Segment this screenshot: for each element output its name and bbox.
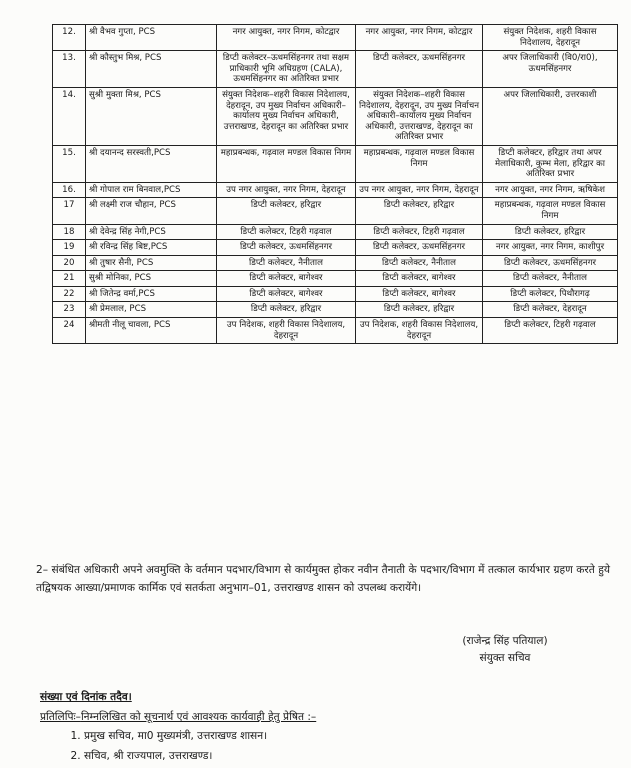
table-row	[53, 182, 618, 198]
table-row	[53, 87, 618, 145]
officer-name-cell: श्री वैभव गुप्ता, PCS	[86, 25, 217, 51]
transfer-table-body	[53, 25, 618, 344]
new-posting-cell: डिप्टी कलेक्टर, पिथौरागढ़	[483, 286, 618, 302]
officer-name-cell: श्री देवेन्द्र सिंह नेगी,PCS	[86, 224, 217, 240]
serial-number-cell: 15.	[53, 145, 86, 182]
officer-name-cell: श्री प्रेमलाल, PCS	[86, 302, 217, 318]
serial-number-cell: 20	[53, 255, 86, 271]
reference-line: संख्या एवं दिनांक तदैव।	[40, 691, 132, 703]
serial-number-cell: 18	[53, 224, 86, 240]
recipient-item: 1. प्रमुख सचिव, मा0 मुख्यमंत्री, उत्तराखण्ड शासन।	[84, 726, 267, 746]
serial-number-cell: 22	[53, 286, 86, 302]
relieved-post-cell: नगर आयुक्त, नगर निगम, कोटद्वार	[356, 25, 483, 51]
transfer-table	[52, 24, 618, 344]
table-row	[53, 224, 618, 240]
table-row	[53, 271, 618, 287]
recipient-list	[62, 726, 267, 766]
recipient-item: 2. सचिव, श्री राज्यपाल, उत्तराखण्ड।	[84, 746, 267, 766]
officer-name-cell: श्री तुषार सैनी, PCS	[86, 255, 217, 271]
table-row	[53, 255, 618, 271]
previous-post-cell: डिप्टी कलेक्टर, हरिद्वार	[217, 198, 356, 224]
relieved-post-cell: उप नगर आयुक्त, नगर निगम, देहरादून	[356, 182, 483, 198]
new-posting-cell: नगर आयुक्त, नगर निगम, काशीपुर	[483, 240, 618, 256]
new-posting-cell: डिप्टी कलेक्टर, ऊधमसिंहनगर	[483, 255, 618, 271]
previous-post-cell: डिप्टी कलेक्टर–ऊधमसिंहनगर तथा सक्षम प्राधिकारी भूमि अधिग्रहण (CALA), ऊधमसिंहनगर का अतिरिक्त प्रभार	[217, 51, 356, 88]
previous-post-cell: डिप्टी कलेक्टर, बागेश्वर	[217, 286, 356, 302]
new-posting-cell: महाप्रबन्धक, गढ़वाल मण्डल विकास निगम	[483, 198, 618, 224]
previous-post-cell: डिप्टी कलेक्टर, ऊधमसिंहनगर	[217, 240, 356, 256]
previous-post-cell: डिप्टी कलेक्टर, बागेश्वर	[217, 271, 356, 287]
officer-name-cell: श्री जितेन्द्र वर्मा,PCS	[86, 286, 217, 302]
serial-number-cell: 23	[53, 302, 86, 318]
copy-label: प्रतिलिपिः–	[40, 711, 81, 723]
officer-name-cell: श्री लक्ष्मी राज चौहान, PCS	[86, 198, 217, 224]
serial-number-cell: 13.	[53, 51, 86, 88]
officer-name-cell: सुश्री मोनिका, PCS	[86, 271, 217, 287]
previous-post-cell: डिप्टी कलेक्टर, नैनीताल	[217, 255, 356, 271]
officer-name-cell: श्री रविन्द्र सिंह बिष्ट,PCS	[86, 240, 217, 256]
previous-post-cell: उप नगर आयुक्त, नगर निगम, देहरादून	[217, 182, 356, 198]
serial-number-cell: 24	[53, 318, 86, 344]
new-posting-cell: डिप्टी कलेक्टर, नैनीताल	[483, 271, 618, 287]
relieved-post-cell: डिप्टी कलेक्टर, ऊधमसिंहनगर	[356, 240, 483, 256]
relieved-post-cell: उप निदेशक, शहरी विकास निदेशालय, देहरादून	[356, 318, 483, 344]
relieved-post-cell: डिप्टी कलेक्टर, ऊधमसिंहनगर	[356, 51, 483, 88]
officer-name-cell: श्रीमती नीलू चावला, PCS	[86, 318, 217, 344]
serial-number-cell: 14.	[53, 87, 86, 145]
table-row	[53, 302, 618, 318]
new-posting-cell: अपर जिलाधिकारी, उत्तरकाशी	[483, 87, 618, 145]
officer-name-cell: श्री गोपाल राम बिनवाल,PCS	[86, 182, 217, 198]
new-posting-cell: डिप्टी कलेक्टर, हरिद्वार तथा अपर मेलाधिकारी, कुम्भ मेला, हरिद्वार का अतिरिक्त प्रभार	[483, 145, 618, 182]
relieved-post-cell: डिप्टी कलेक्टर, हरिद्वार	[356, 302, 483, 318]
previous-post-cell: उप निदेशक, शहरी विकास निदेशालय, देहरादून	[217, 318, 356, 344]
officer-name-cell: सुश्री मुक्ता मिश्र, PCS	[86, 87, 217, 145]
copy-text: निम्नलिखित को सूचनार्थ एवं आवश्यक कार्यवाही हेतु प्रेषित :–	[80, 711, 317, 723]
new-posting-cell: डिप्टी कलेक्टर, देहरादून	[483, 302, 618, 318]
signature-block	[420, 633, 590, 667]
previous-post-cell: डिप्टी कलेक्टर, हरिद्वार	[217, 302, 356, 318]
new-posting-cell: संयुक्त निदेशक, शहरी विकास निदेशालय, देहरादून	[483, 25, 618, 51]
copy-to-line	[40, 710, 316, 724]
table-row	[53, 198, 618, 224]
officer-name-cell: श्री दयानन्द सरस्वती,PCS	[86, 145, 217, 182]
relieved-post-cell: डिप्टी कलेक्टर, बागेश्वर	[356, 271, 483, 287]
table-row	[53, 25, 618, 51]
signatory-designation: संयुक्त सचिव	[479, 652, 531, 664]
table-row	[53, 240, 618, 256]
relieved-post-cell: डिप्टी कलेक्टर, टिहरी गढ़वाल	[356, 224, 483, 240]
instruction-paragraph: 2– संबंधित अधिकारी अपने अवमुक्ति के वर्तमान पदभार/विभाग से कार्यमुक्त होकर नवीन तैनाती के पदभार/विभाग में तत्काल कार्यभार ग्रहण करते हुये तद्विषयक आख्या/प्रमाणक कार्मिक एवं सतर्कता अनुभाग–01, उत्तराखण्ड शासन को उपलब्ध करायेंगे।	[36, 564, 610, 594]
previous-post-cell: डिप्टी कलेक्टर, टिहरी गढ़वाल	[217, 224, 356, 240]
serial-number-cell: 16.	[53, 182, 86, 198]
new-posting-cell: नगर आयुक्त, नगर निगम, ऋषिकेश	[483, 182, 618, 198]
new-posting-cell: डिप्टी कलेक्टर, टिहरी गढ़वाल	[483, 318, 618, 344]
signatory-name: (राजेन्द्र सिंह पतियाल)	[462, 635, 548, 647]
relieved-post-cell: संयुक्त निदेशक–शहरी विकास निदेशालय, देहरादून, उप मुख्य निर्वाचन अधिकारी–कार्यालय मुख्य निर्वाचन अधिकारी, उत्तराखण्ड, देहरादून का अतिरिक्त प्रभार	[356, 87, 483, 145]
serial-number-cell: 12.	[53, 25, 86, 51]
previous-post-cell: महाप्रबन्धक, गढ़वाल मण्डल विकास निगम	[217, 145, 356, 182]
table-row	[53, 145, 618, 182]
table-row	[53, 318, 618, 344]
relieved-post-cell: डिप्टी कलेक्टर, नैनीताल	[356, 255, 483, 271]
table-row	[53, 286, 618, 302]
officer-name-cell: श्री कौस्तुभ मिश्र, PCS	[86, 51, 217, 88]
relieved-post-cell: डिप्टी कलेक्टर, बागेश्वर	[356, 286, 483, 302]
relieved-post-cell: महाप्रबन्धक, गढ़वाल मण्डल विकास निगम	[356, 145, 483, 182]
serial-number-cell: 21	[53, 271, 86, 287]
table-row	[53, 51, 618, 88]
serial-number-cell: 19	[53, 240, 86, 256]
new-posting-cell: डिप्टी कलेक्टर, हरिद्वार	[483, 224, 618, 240]
previous-post-cell: संयुक्त निदेशक–शहरी विकास निदेशालय, देहरादून, उप मुख्य निर्वाचन अधिकारी–कार्यालय मुख्य निर्वाचन अधिकारी, उत्तराखण्ड, देहरादून का अतिरिक्त प्रभार	[217, 87, 356, 145]
serial-number-cell: 17	[53, 198, 86, 224]
relieved-post-cell: डिप्टी कलेक्टर, हरिद्वार	[356, 198, 483, 224]
new-posting-cell: अपर जिलाधिकारी (वि0/रा0), ऊधमसिंहनगर	[483, 51, 618, 88]
previous-post-cell: नगर आयुक्त, नगर निगम, कोटद्वार	[217, 25, 356, 51]
